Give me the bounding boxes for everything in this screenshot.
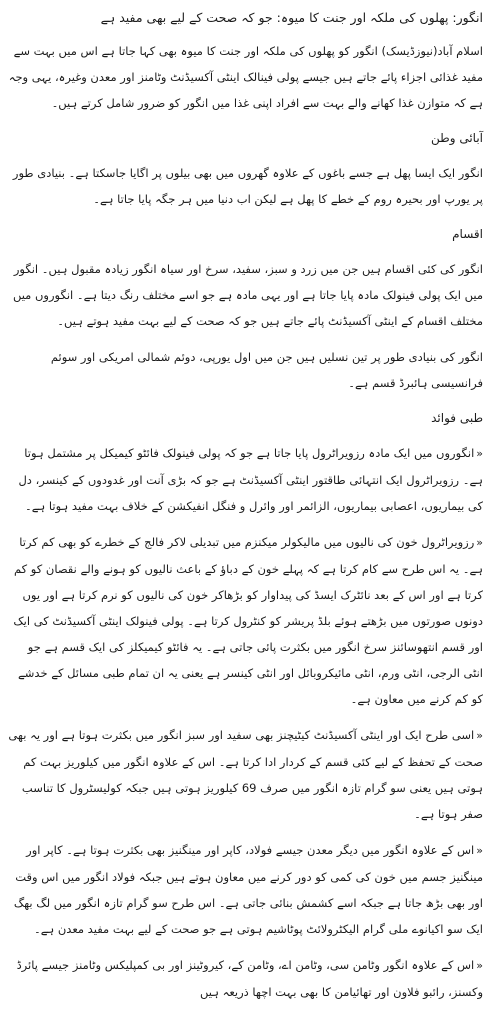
bullet-marker-icon: «	[476, 844, 483, 857]
benefits-heading: طبی فوائد	[431, 411, 483, 425]
benefit-text: اس کے علاوہ انگور وٹامن سی، وٹامن اے، وٹامن کے، کیروٹینز اور بی کمپلیکس وٹامنز جیسے پائرڈ وکسنز، رائبو فلاون اور تھائیامن کا بھی بہت اچھا ذریعہ ہیں	[16, 958, 483, 999]
bullet-marker-icon: «	[476, 729, 483, 742]
bullet-marker-icon: «	[476, 447, 483, 460]
benefit-text: رزویراٹرول خون کی نالیوں میں مالیکولر میکنزم میں تبدیلی لاکر فالج کے خطرے کو بھی کم کرتا ہے۔ یہ اس طرح سے کام کرتا ہے کہ پہلے خون کے دباؤ کے باعث نالیوں کو ہونے والے نقصان کو کم کرتا ہے اور اس کے بعد نائٹرک ایسڈ کی پیداوار کو بڑھاکر خون کی نالیوں کو نرم کرتا ہے اور یوں دونوں صورتوں میں بڑھتے ہوئے بلڈ پریشر کو کنٹرول کرتا ہے۔ پولی فینولک اینٹی آکسیڈنٹ کی ایک اور قسم انتھوسائنز سرخ انگور میں بکثرت پائی جاتی ہے۔ یہ فائٹو کیمیکلز کی ایک قسم ہے جو انٹی الرجی، انٹی ورم، انٹی مائیکروبائل اور انٹی کینسر ہے یعنی یہ ان تمام طبی مسائل کے خدشے کو کم کرنے میں معاون ہے۔	[13, 535, 483, 706]
benefit-text: انگوروں میں ایک مادہ رزویراٹرول پایا جاتا ہے جو کہ پولی فینولک فائٹو کیمیکل پر مشتمل ہوتا ہے۔ رزویراٹرول ایک انتہائی طاقتور اینٹی آکسیڈنٹ ہے جو کہ بڑی آنت اور غدودوں کے کینسر، دل کی بیماریوں، اعصابی بیماریوں، الزائمر اور وائرل و فنگل انفیکشن کے خلاف بہت مفید ہوتا ہے۔	[18, 446, 483, 513]
types-paragraph-1: انگور کی کئی اقسام ہیں جن میں زرد و سبز، سفید، سرخ اور سیاہ انگور زیادہ مقبول ہیں۔ انگور میں ایک پولی فینولک مادہ پایا جاتا ہے اور یہی مادہ ہے جو اسے مختلف رنگ دیتا ہے۔ انگوروں میں مختلف اقسام کے اینٹی آکسیڈنٹ پائے جاتے ہیں جو کہ صحت کے لیے بہت مفید ہوتے ہیں۔	[12, 262, 483, 328]
benefit-item-1	[8, 440, 483, 519]
origin-heading: آبائی وطن	[431, 131, 483, 145]
bullet-marker-icon: «	[476, 959, 483, 972]
origin-paragraph: انگور ایک ایسا پھل ہے جسے باغوں کے علاوہ گھروں میں بھی بیلوں پر اگایا جاسکتا ہے۔ بنیادی طور پر یورپ اور بحیرہ روم کے خطے کا پھل ہے لیکن اب دنیا میں ہر جگہ پایا جاتا ہے۔	[12, 166, 483, 206]
benefit-item-5	[8, 952, 483, 1005]
intro-paragraph: اسلام آباد(نیوزڈیسک) انگور کو پھلوں کی ملکہ اور جنت کا میوہ بھی کہا جاتا ہے اس میں بہت سے مفید غذائی اجزاء پائے جاتے ہیں جیسے پولی فینالک اینٹی آکسیڈنٹ وٹامنز اور معدن وغیرہ، یہی وجہ ہے کہ متوازن غذا کھانے والے بہت سے افراد اپنی غذا میں انگور کو ضرور شامل کرتے ہیں۔	[8, 44, 483, 110]
benefit-text: اس کے علاوہ انگور میں دیگر معدن جیسے فولاد، کاپر اور مینگنیز بھی بکثرت ہوتا ہے۔ کاپر اور مینگنیز جسم میں خون کی کمی کو دور کرنے میں معاون ہوتے ہیں جبکہ فولاد انگور میں اس وقت اور بھی بڑھ جاتا ہے جبکہ اسے کشمش بنائی جاتی ہے۔ اس طرح سو گرام تازہ انگور میں لگ بھگ ایک سو اکیانوے ملی گرام الیکٹرولائٹ پوٹاشیم ہوتی ہے جو صحت کے لیے بہت مفید معدن ہے۔	[13, 843, 483, 936]
benefit-item-4	[8, 837, 483, 942]
benefit-item-3	[8, 722, 483, 827]
types-paragraph-2: انگور کی بنیادی طور پر تین نسلیں ہیں جن میں اول یورپی، دوئم شمالی امریکی اور سوئم فرانسیسی ہائبرڈ قسم ہے۔	[50, 350, 483, 390]
bullet-marker-icon: «	[476, 536, 483, 549]
types-heading: اقسام	[452, 227, 483, 241]
article-title: انگور: پھلوں کی ملکہ اور جنت کا میوہ: جو کہ صحت کے لیے بھی مفید ہے	[100, 10, 483, 25]
benefit-item-2	[8, 529, 483, 712]
benefit-text: اسی طرح ایک اور اینٹی آکسیڈنٹ کیٹیچنز بھی سفید اور سبز انگور میں بکثرت ہوتا ہے اور یہ بھی صحت کے تحفظ کے لیے کئی قسم کے کردار ادا کرتا ہے۔ اس کے علاوہ انگور میں کیلوریز بہت کم ہوتی ہیں یعنی سو گرام تازہ انگور میں صرف 69 کیلوریز ہوتی ہیں جبکہ کولیسٹرول کا تناسب صفر ہوتا ہے۔	[8, 728, 483, 821]
